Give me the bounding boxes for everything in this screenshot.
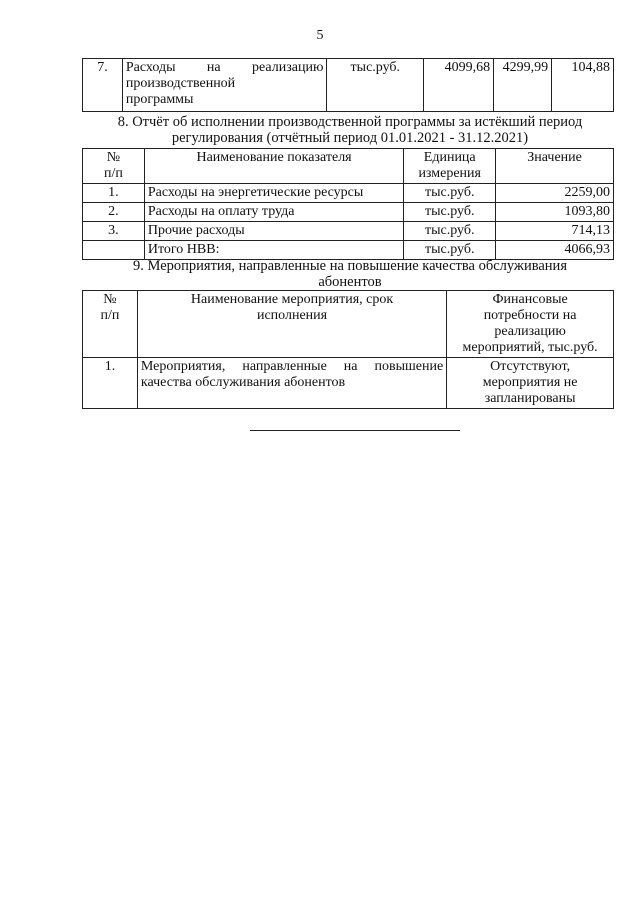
row-value-1: 4099,68 xyxy=(424,59,494,112)
header-num: № п/п xyxy=(83,291,138,358)
row-number: 2. xyxy=(83,203,145,222)
row-unit: тыс.руб. xyxy=(404,184,496,203)
row-value-3: 104,88 xyxy=(552,59,614,112)
table-row xyxy=(83,203,614,222)
row-number: 1. xyxy=(83,358,138,409)
header-name: Наименование показателя xyxy=(144,149,403,184)
header-unit: Единица измерения xyxy=(404,149,496,184)
table-row-total xyxy=(83,241,614,260)
row-unit: тыс.руб. xyxy=(404,222,496,241)
table-header-row xyxy=(83,149,614,184)
report-table xyxy=(82,148,614,260)
table-row xyxy=(83,358,614,409)
measures-table xyxy=(82,290,614,409)
production-program-table xyxy=(82,58,614,112)
header-num: № п/п xyxy=(83,149,145,184)
row-name: Прочие расходы xyxy=(144,222,403,241)
row-name-line1: Расходы на реализацию xyxy=(125,60,324,75)
row-name: Расходы на реализацию производственной программы xyxy=(122,59,327,112)
header-financing: Финансовые потребности на реализацию мероприятий, тыс.руб. xyxy=(447,291,614,358)
row-number xyxy=(83,241,145,260)
row-unit: тыс.руб. xyxy=(404,203,496,222)
row-number: 1. xyxy=(83,184,145,203)
row-value-2: 4299,99 xyxy=(494,59,552,112)
table-row xyxy=(83,59,614,112)
row-number: 3. xyxy=(83,222,145,241)
section8-title: 8. Отчёт об исполнении производственной программы за истёкший период регулирования (отчётный период 01.01.2021 - 31.12.2021) xyxy=(117,114,583,146)
closing-line xyxy=(250,430,460,431)
row-name: Расходы на оплату труда xyxy=(144,203,403,222)
table-header-row xyxy=(83,291,614,358)
header-name: Наименование мероприятия, срок исполнения xyxy=(137,291,446,358)
row-value: 2259,00 xyxy=(496,184,614,203)
row-unit: тыс.руб. xyxy=(327,59,424,112)
table-row xyxy=(83,184,614,203)
table-row xyxy=(83,222,614,241)
row-value: 1093,80 xyxy=(496,203,614,222)
section9-title: 9. Мероприятия, направленные на повышение качества обслуживания абонентов xyxy=(133,258,567,290)
row-name: Итого НВВ: xyxy=(144,241,403,260)
header-value: Значение xyxy=(496,149,614,184)
row-name: Мероприятия, направленные на повышение качества обслуживания абонентов xyxy=(137,358,446,409)
row-value: 714,13 xyxy=(496,222,614,241)
row-value: 4066,93 xyxy=(496,241,614,260)
row-unit: тыс.руб. xyxy=(404,241,496,260)
row-name: Расходы на энергетические ресурсы xyxy=(144,184,403,203)
row-financing: Отсутствуют, мероприятия не запланированы xyxy=(447,358,614,409)
row-number: 7. xyxy=(83,59,123,112)
page-number: 5 xyxy=(316,28,324,43)
